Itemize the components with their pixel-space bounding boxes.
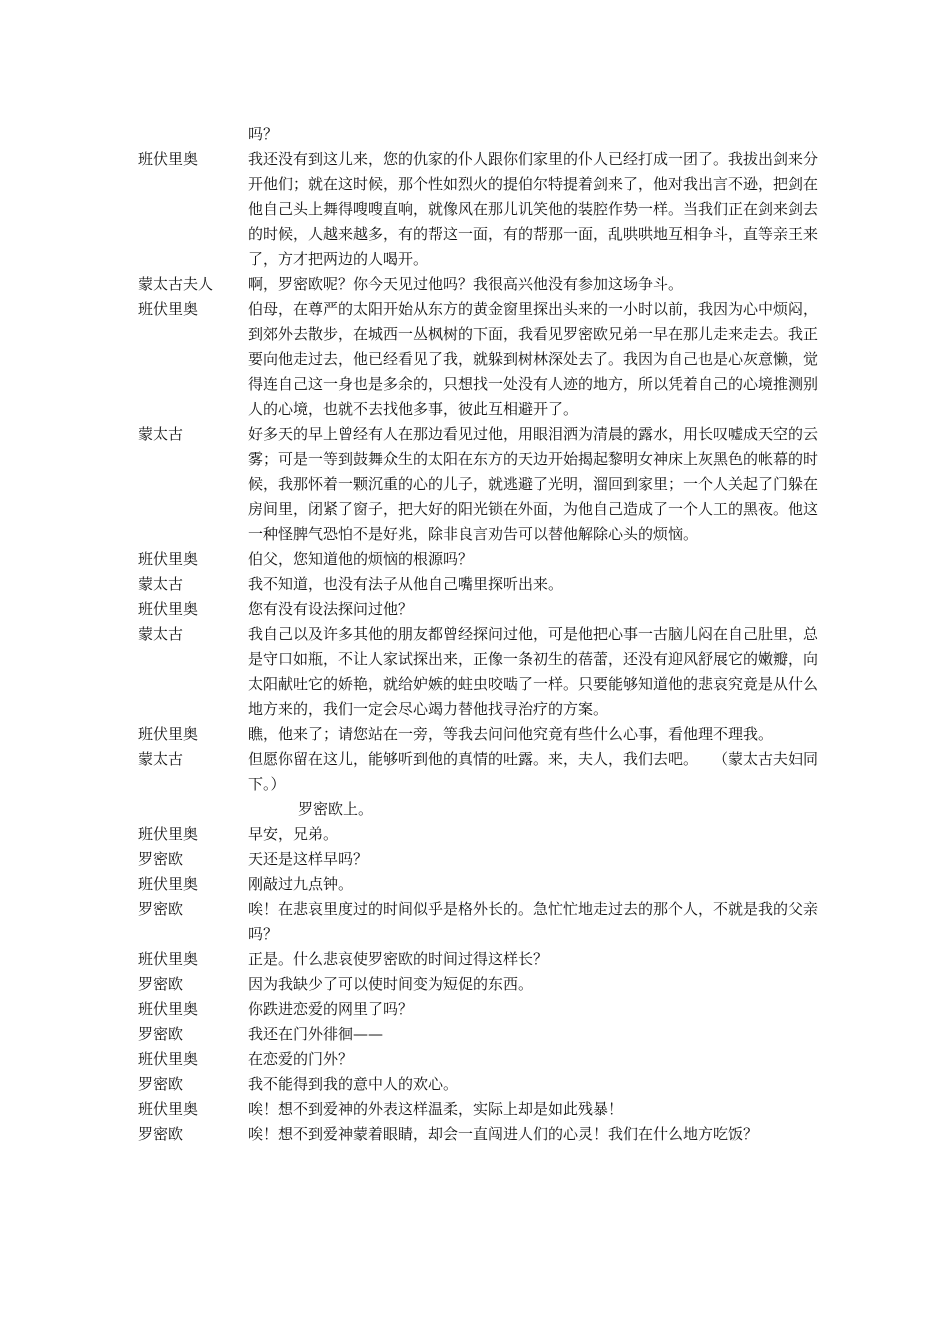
dialogue-text: 因为我缺少了可以使时间变为短促的东西。	[248, 975, 534, 993]
dialogue-line	[138, 1047, 818, 1072]
dialogue-block-a	[138, 147, 818, 797]
dialogue-line	[138, 297, 818, 422]
speaker-name: 蒙太古	[138, 425, 184, 443]
dialogue-line	[138, 897, 818, 947]
dialogue-line	[138, 747, 818, 797]
speaker-name: 班伏里奥	[138, 600, 199, 618]
play-script	[138, 122, 818, 1147]
speaker-name: 罗密欧	[138, 850, 184, 868]
dialogue-line	[138, 1097, 818, 1122]
speaker-name: 蒙太古	[138, 575, 184, 593]
speaker-name: 班伏里奥	[138, 725, 199, 743]
dialogue-text: 我不知道，也没有法子从他自己嘴里探听出来。	[248, 575, 564, 593]
dialogue-line	[138, 547, 818, 572]
dialogue-text: 瞧，他来了；请您站在一旁，等我去问问他究竟有些什么心事，看他理不理我。	[248, 725, 774, 743]
dialogue-line	[138, 972, 818, 997]
speaker-name: 蒙太古	[138, 625, 184, 643]
dialogue-text: 正是。什么悲哀使罗密欧的时间过得这样长？	[248, 950, 549, 968]
dialogue-text: 唉！想不到爱神蒙着眼睛，却会一直闯进人们的心灵！我们在什么地方吃饭？	[248, 1125, 759, 1143]
speaker-name: 蒙太古	[138, 750, 184, 768]
speaker-name: 班伏里奥	[138, 1050, 199, 1068]
dialogue-text: 刚敲过九点钟。	[248, 875, 354, 893]
dialogue-line	[138, 997, 818, 1022]
dialogue-text: 我还没有到这儿来，您的仇家的仆人跟你们家里的仆人已经打成一团了。我拔出剑来分开他们；就在这时候，那个性如烈火的提伯尔特提着剑来了，他对我出言不逊，把剑在他自己头上舞得嗖嗖直响，就像风在那儿讥笑他的装腔作势一样。当我们正在剑来剑去的时候，人越来越多，有的帮这一面，有的帮那一面，乱哄哄地互相争斗，直等亲王来了，方才把两边的人喝开。	[248, 150, 819, 268]
speaker-name: 班伏里奥	[138, 875, 199, 893]
speaker-name: 罗密欧	[138, 975, 184, 993]
speaker-name: 罗密欧	[138, 1025, 184, 1043]
speaker-name: 班伏里奥	[138, 950, 199, 968]
speaker-name: 罗密欧	[138, 1125, 184, 1143]
dialogue-line	[138, 1122, 818, 1147]
continuation-line: 吗？	[248, 125, 279, 143]
dialogue-text: 好多天的早上曾经有人在那边看见过他，用眼泪洒为清晨的露水，用长叹嘘成天空的云雾；可是一等到鼓舞众生的太阳在东方的天边开始揭起黎明女神床上灰黑色的帐幕的时候，我那怀着一颗沉重的心的儿子，就逃避了光明，溜回到家里；一个人关起了门躲在房间里，闭紧了窗子，把大好的阳光锁在外面，为他自己造成了一个人工的黑夜。他这一种怪脾气恐怕不是好兆，除非良言劝告可以替他解除心头的烦恼。	[248, 425, 819, 543]
dialogue-line	[138, 1022, 818, 1047]
dialogue-line	[138, 872, 818, 897]
dialogue-line	[138, 622, 818, 722]
dialogue-text: 伯母，在尊严的太阳开始从东方的黄金窗里探出头来的一小时以前，我因为心中烦闷，到郊外去散步，在城西一丛枫树的下面，我看见罗密欧兄弟一早在那儿走来走去。我正要向他走过去，他已经看见了我，就躲到树林深处去了。我因为自己也是心灰意懒，觉得连自己这一身也是多余的，只想找一处没有人迹的地方，所以凭着自己的心境推测别人的心境，也就不去找他多事，彼此互相避开了。	[248, 300, 819, 418]
speaker-name: 班伏里奥	[138, 1000, 199, 1018]
dialogue-text: 我自己以及许多其他的朋友都曾经探问过他，可是他把心事一古脑儿闷在自己肚里，总是守口如瓶，不让人家试探出来，正像一条初生的蓓蕾，还没有迎风舒展它的嫩瓣，向太阳献吐它的娇艳，就给妒嫉的蛀虫咬啮了一样。只要能够知道他的悲哀究竟是从什么地方来的，我们一定会尽心竭力替他找寻治疗的方案。	[248, 625, 819, 718]
speaker-name: 班伏里奥	[138, 1100, 199, 1118]
dialogue-line	[138, 572, 818, 597]
speaker-name: 罗密欧	[138, 900, 184, 918]
dialogue-text: 您有没有设法探问过他？	[248, 600, 414, 618]
dialogue-line	[138, 822, 818, 847]
stage-direction: 罗密欧上。	[298, 800, 374, 818]
dialogue-text: 你跌进恋爱的网里了吗？	[248, 1000, 414, 1018]
dialogue-text: 在恋爱的门外？	[248, 1050, 354, 1068]
dialogue-text: 伯父，您知道他的烦恼的根源吗？	[248, 550, 474, 568]
dialogue-text: 唉！想不到爱神的外表这样温柔，实际上却是如此残暴！	[248, 1100, 624, 1118]
dialogue-text: 我不能得到我的意中人的欢心。	[248, 1075, 459, 1093]
dialogue-text: 但愿你留在这儿，能够听到他的真情的吐露。来，夫人，我们去吧。 （蒙太古夫妇同下。）	[248, 750, 819, 793]
dialogue-line	[138, 1072, 818, 1097]
dialogue-line	[138, 722, 818, 747]
dialogue-line	[138, 422, 818, 547]
dialogue-line	[138, 597, 818, 622]
dialogue-line	[138, 272, 818, 297]
speaker-name: 班伏里奥	[138, 550, 199, 568]
speaker-name: 班伏里奥	[138, 825, 199, 843]
dialogue-text: 早安，兄弟。	[248, 825, 339, 843]
dialogue-text: 我还在门外徘徊——	[248, 1025, 384, 1043]
dialogue-line	[138, 147, 818, 272]
speaker-name: 蒙太古夫人	[138, 275, 214, 293]
dialogue-text: 唉！在悲哀里度过的时间似乎是格外长的。急忙忙地走过去的那个人，不就是我的父亲吗？	[248, 900, 819, 943]
dialogue-text: 天还是这样早吗？	[248, 850, 369, 868]
dialogue-line	[138, 947, 818, 972]
speaker-name: 班伏里奥	[138, 300, 199, 318]
dialogue-line	[138, 847, 818, 872]
dialogue-text: 啊，罗密欧呢？你今天见过他吗？我很高兴他没有参加这场争斗。	[248, 275, 684, 293]
speaker-name: 罗密欧	[138, 1075, 184, 1093]
dialogue-block-b	[138, 822, 818, 1147]
speaker-name: 班伏里奥	[138, 150, 199, 168]
